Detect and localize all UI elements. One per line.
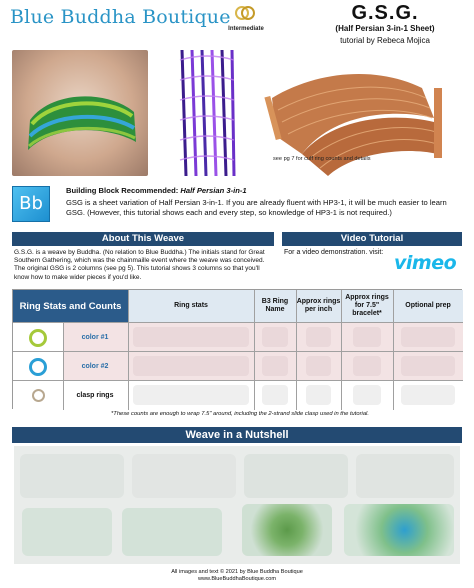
- optional-prep-column-header: Optional prep: [393, 290, 463, 322]
- nutshell-step-image: [22, 508, 112, 556]
- ring-swatch-cell: [13, 323, 63, 352]
- rings-per-inch-cell: [306, 327, 331, 347]
- nutshell-step-image: [242, 504, 332, 556]
- building-block-icon: [12, 186, 50, 222]
- level-label: Intermediate: [228, 26, 264, 32]
- building-block-icon-letters: Bb: [19, 193, 43, 214]
- table-row: [13, 380, 463, 409]
- building-block-heading: [66, 186, 247, 195]
- building-block-heading-prefix: Building Block Recommended:: [66, 186, 179, 195]
- video-tutorial-text: For a video demonstration. visit:: [284, 249, 384, 256]
- copyright-notice: [100, 569, 374, 583]
- ring-swatch-cell: [13, 352, 63, 381]
- rings-per-inch-cell: [306, 385, 331, 405]
- nutshell-step-image: [344, 504, 454, 556]
- column-divider: [254, 290, 255, 410]
- column-divider: [393, 290, 394, 410]
- ring-count-footnote: *These counts are enough to wrap 7.5" around, including the 2-strand slide clasp used in the tutorial.: [111, 411, 369, 417]
- weave-nutshell-steps: [14, 446, 460, 564]
- weave-nutshell-heading: Weave in a Nutshell: [12, 427, 462, 443]
- video-tutorial-heading: Video Tutorial: [282, 232, 462, 246]
- b3-ring-name-cell: [262, 356, 288, 376]
- rings-per-bracelet-cell: [353, 327, 381, 347]
- rings-per-bracelet-cell: [353, 385, 381, 405]
- nutshell-step-image: [132, 454, 236, 498]
- rings-per-inch-column-header: Approx rings per inch: [296, 290, 341, 322]
- b3-ring-name-cell: [262, 327, 288, 347]
- building-block-description: GSG is a sheet variation of Half Persian 3-in-1. If you are already fluent with HP3-1, it will be much easier to learn GSG. (However, this tutorial shows each and every step, so knowledge of HP3-1 is not required.): [66, 198, 447, 217]
- optional-prep-cell: [401, 327, 455, 347]
- about-weave-heading: About This Weave: [12, 232, 274, 246]
- row-label-color-1: color #1: [81, 334, 109, 341]
- clasp-ring-icon: [32, 389, 45, 402]
- page-subtitle: (Half Persian 3-in-1 Sheet): [335, 24, 435, 33]
- building-block-weave-name: Half Persian 3-in-1: [180, 186, 247, 195]
- ring-stats-cell: [133, 327, 249, 347]
- optional-prep-cell: [401, 385, 455, 405]
- row-label-clasp-rings: clasp rings: [76, 392, 114, 399]
- blue-ring-icon: [29, 358, 47, 376]
- ring-swatch-cell: [13, 381, 63, 410]
- about-weave-text: G.S.G. is a weave by Buddha. (No relation to Blue Buddha.) The initials stand for Great Southern Gathering, which was the chainmaille event where the weave was conceived. The original GSG is 2 columns (see pg 5). This tutorial shows 3 columns so that you'll know how to make wider pieces if you'd like.: [14, 249, 265, 281]
- ring-stats-cell: [133, 385, 249, 405]
- green-ring-icon: [29, 329, 47, 347]
- ring-stats-table: [12, 289, 462, 409]
- copyright-text: All images and text © 2021 by Blue Buddha Boutique: [171, 569, 303, 575]
- table-row: [13, 322, 463, 351]
- column-divider: [341, 290, 342, 410]
- ring-stats-column-header: Ring stats: [128, 290, 254, 322]
- author-credit: tutorial by Rebeca Mojica: [340, 36, 430, 45]
- bracelet-photo: [12, 50, 148, 176]
- copper-cuff-photo: [262, 58, 458, 182]
- vimeo-logo-link[interactable]: vimeo: [394, 252, 457, 274]
- nutshell-step-image: [20, 454, 124, 498]
- page-title: G.S.G.: [351, 2, 419, 24]
- ring-stats-header: Ring Stats and Counts: [13, 290, 128, 322]
- ring-stats-cell: [133, 356, 249, 376]
- website-link[interactable]: www.BlueBuddhaBoutique.com: [197, 576, 277, 582]
- optional-prep-cell: [401, 356, 455, 376]
- column-divider: [296, 290, 297, 410]
- nutshell-step-image: [244, 454, 348, 498]
- nutshell-step-image: [122, 508, 222, 556]
- rings-per-bracelet-cell: [353, 356, 381, 376]
- intermediate-rings-icon: [234, 4, 256, 22]
- b3-ring-name-cell: [262, 385, 288, 405]
- table-row: [13, 351, 463, 380]
- brand-logo: Blue Buddha Boutique: [10, 6, 231, 28]
- b3-ring-name-column-header: B3 Ring Name: [254, 290, 296, 322]
- rings-per-inch-cell: [306, 356, 331, 376]
- cuff-caption: see pg 7 for cuff ring counts and details: [273, 156, 371, 162]
- chain-sample-photo: [176, 50, 238, 176]
- nutshell-step-image: [356, 454, 454, 498]
- row-label-color-2: color #2: [81, 363, 109, 370]
- rings-per-bracelet-column-header: Approx rings for 7.5" bracelet*: [341, 290, 393, 322]
- column-divider: [128, 290, 129, 410]
- column-divider: [63, 322, 64, 410]
